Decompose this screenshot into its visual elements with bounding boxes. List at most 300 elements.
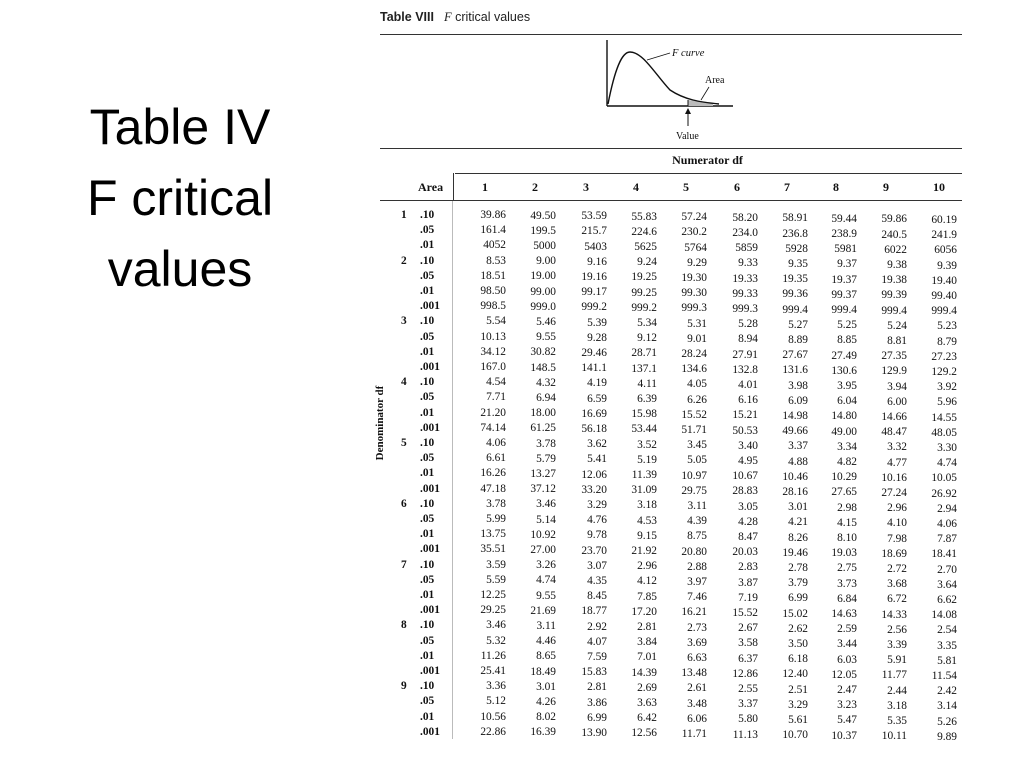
area-cell: .01 bbox=[420, 710, 435, 723]
critical-value-cell: 999.2 bbox=[581, 301, 607, 314]
critical-value-cell: 99.39 bbox=[881, 289, 907, 302]
critical-value-cell: 3.32 bbox=[887, 441, 907, 454]
critical-value-cell: 2.55 bbox=[738, 682, 758, 695]
critical-value-cell: 9.01 bbox=[687, 332, 707, 345]
area-cell: .10 bbox=[420, 437, 435, 449]
critical-value-cell: 999.3 bbox=[681, 302, 707, 315]
critical-value-cell: 12.05 bbox=[831, 668, 857, 681]
critical-value-cell: 5.99 bbox=[486, 513, 506, 525]
critical-value-cell: 27.24 bbox=[881, 487, 907, 499]
critical-value-cell: 6.03 bbox=[837, 653, 857, 666]
critical-value-cell: 37.12 bbox=[530, 483, 556, 496]
critical-value-cell: 9.55 bbox=[536, 331, 556, 344]
critical-value-cell: 19.46 bbox=[782, 546, 808, 559]
critical-value-cell: 31.09 bbox=[631, 484, 657, 497]
critical-value-cell: 15.21 bbox=[732, 409, 758, 422]
critical-value-cell: 11.26 bbox=[480, 649, 506, 662]
critical-value-cell: 3.11 bbox=[687, 500, 707, 512]
critical-value-cell: 19.25 bbox=[631, 271, 657, 284]
critical-value-cell: 13.48 bbox=[681, 667, 707, 680]
critical-value-cell: 4.11 bbox=[637, 377, 657, 390]
critical-value-cell: 19.33 bbox=[732, 272, 758, 285]
critical-value-cell: 49.50 bbox=[530, 209, 556, 222]
critical-value-cell: 161.4 bbox=[480, 224, 506, 237]
critical-value-cell: 3.29 bbox=[587, 498, 607, 511]
column-header-5: 5 bbox=[683, 180, 689, 194]
area-cell: .01 bbox=[420, 406, 435, 419]
critical-value-cell: 28.83 bbox=[732, 485, 758, 498]
area-cell: .10 bbox=[420, 376, 435, 389]
critical-value-cell: 27.35 bbox=[881, 350, 907, 363]
critical-value-cell: 6.04 bbox=[837, 395, 857, 408]
critical-value-cell: 6.61 bbox=[486, 452, 506, 465]
critical-value-cell: 8.10 bbox=[837, 532, 857, 545]
critical-value-cell: 60.19 bbox=[931, 213, 957, 226]
critical-value-cell: 10.16 bbox=[881, 471, 907, 484]
critical-value-cell: 5.12 bbox=[486, 695, 506, 708]
caption-f: F bbox=[443, 10, 452, 24]
critical-value-cell: 2.70 bbox=[937, 563, 957, 576]
critical-value-cell: 3.30 bbox=[937, 441, 957, 454]
critical-value-cell: 27.67 bbox=[782, 349, 808, 362]
critical-value-cell: 4.01 bbox=[738, 378, 758, 391]
critical-value-cell: 3.34 bbox=[837, 440, 857, 453]
critical-value-cell: 2.94 bbox=[937, 502, 957, 515]
critical-value-cell: 5.35 bbox=[887, 715, 907, 727]
critical-value-cell: 5.47 bbox=[837, 714, 857, 727]
column-header-10: 10 bbox=[933, 180, 945, 194]
critical-value-cell: 10.29 bbox=[831, 471, 857, 484]
header-bottom-rule bbox=[380, 200, 962, 201]
critical-value-cell: 3.01 bbox=[536, 680, 556, 693]
critical-value-cell: 5.23 bbox=[937, 320, 957, 333]
critical-value-cell: 4.32 bbox=[536, 376, 556, 389]
critical-value-cell: 6.26 bbox=[687, 393, 707, 406]
critical-value-cell: 9.28 bbox=[587, 331, 607, 344]
critical-value-cell: 15.02 bbox=[782, 607, 808, 620]
critical-value-cell: 9.16 bbox=[587, 255, 607, 268]
critical-value-cell: 12.06 bbox=[581, 468, 607, 481]
denominator-df-cell: 4 bbox=[401, 376, 407, 389]
critical-value-cell: 3.18 bbox=[637, 499, 657, 512]
critical-value-cell: 26.92 bbox=[931, 487, 957, 500]
critical-value-cell: 8.02 bbox=[536, 711, 556, 724]
denominator-df-cell: 7 bbox=[401, 558, 407, 571]
critical-value-cell: 9.24 bbox=[637, 256, 657, 269]
critical-value-cell: 6.72 bbox=[887, 593, 907, 606]
critical-value-cell: 6.63 bbox=[687, 652, 707, 664]
critical-value-cell: 6022 bbox=[884, 243, 907, 256]
critical-value-cell: 6.37 bbox=[738, 652, 758, 665]
denominator-df-cell: 3 bbox=[401, 315, 407, 328]
critical-value-cell: 35.51 bbox=[480, 543, 506, 556]
critical-value-cell: 224.6 bbox=[631, 225, 657, 238]
critical-value-cell: 3.50 bbox=[788, 637, 808, 650]
critical-value-cell: 4.06 bbox=[486, 437, 506, 449]
area-cell: .05 bbox=[420, 391, 435, 404]
critical-value-cell: 56.18 bbox=[581, 422, 607, 435]
critical-value-cell: 30.82 bbox=[530, 346, 556, 359]
critical-value-cell: 3.40 bbox=[738, 439, 758, 452]
critical-value-cell: 4.10 bbox=[887, 517, 907, 530]
critical-value-cell: 236.8 bbox=[782, 227, 808, 240]
critical-value-cell: 148.5 bbox=[530, 361, 556, 374]
critical-value-cell: 2.92 bbox=[587, 620, 607, 633]
critical-value-cell: 99.30 bbox=[681, 287, 707, 300]
critical-value-cell: 2.96 bbox=[637, 560, 657, 573]
critical-value-cell: 49.66 bbox=[782, 425, 808, 438]
critical-value-cell: 23.70 bbox=[581, 544, 607, 557]
critical-value-cell: 5000 bbox=[533, 239, 556, 252]
area-cell: .001 bbox=[420, 665, 440, 677]
critical-value-cell: 3.97 bbox=[687, 576, 707, 588]
critical-value-cell: 7.85 bbox=[637, 590, 657, 603]
critical-value-cell: 5.41 bbox=[587, 453, 607, 466]
critical-value-cell: 14.63 bbox=[831, 608, 857, 621]
critical-value-cell: 16.69 bbox=[581, 407, 607, 420]
critical-value-cell: 4.15 bbox=[837, 516, 857, 529]
area-cell: .10 bbox=[420, 619, 435, 632]
critical-value-cell: 10.97 bbox=[681, 469, 707, 482]
critical-value-cell: 18.49 bbox=[530, 665, 556, 678]
critical-value-cell: 2.56 bbox=[887, 623, 907, 636]
critical-value-cell: 3.69 bbox=[687, 636, 707, 649]
critical-value-cell: 2.98 bbox=[837, 501, 857, 514]
critical-value-cell: 999.4 bbox=[782, 303, 808, 316]
area-cell: .001 bbox=[420, 725, 440, 738]
critical-value-cell: 3.01 bbox=[788, 501, 808, 514]
critical-value-cell: 2.96 bbox=[887, 502, 907, 515]
critical-value-cell: 14.98 bbox=[782, 409, 808, 422]
critical-value-cell: 14.08 bbox=[931, 609, 957, 622]
critical-value-cell: 34.12 bbox=[480, 345, 506, 358]
critical-value-cell: 3.11 bbox=[536, 619, 556, 632]
critical-value-cell: 9.38 bbox=[887, 259, 907, 271]
critical-value-cell: 2.54 bbox=[937, 624, 957, 637]
critical-value-cell: 3.63 bbox=[637, 697, 657, 710]
critical-value-cell: 9.35 bbox=[788, 257, 808, 270]
critical-value-cell: 8.79 bbox=[937, 335, 957, 348]
critical-value-cell: 6.59 bbox=[587, 392, 607, 405]
critical-value-cell: 5.19 bbox=[637, 453, 657, 466]
critical-value-cell: 28.16 bbox=[782, 485, 808, 498]
critical-value-cell: 5.05 bbox=[687, 454, 707, 467]
column-header-7: 7 bbox=[784, 180, 790, 194]
critical-value-cell: 5.27 bbox=[788, 318, 808, 331]
area-cell: .01 bbox=[420, 589, 435, 601]
denominator-df-cell: 8 bbox=[401, 619, 407, 632]
critical-value-cell: 6.09 bbox=[788, 394, 808, 407]
critical-value-cell: 2.67 bbox=[738, 622, 758, 635]
critical-value-cell: 8.75 bbox=[687, 530, 707, 543]
critical-value-cell: 59.44 bbox=[831, 212, 857, 225]
critical-value-cell: 18.41 bbox=[931, 548, 957, 561]
numerator-rule bbox=[455, 173, 962, 174]
f-curve-label: F curve bbox=[672, 48, 705, 59]
critical-value-cell: 4.12 bbox=[637, 575, 657, 588]
critical-value-cell: 999.4 bbox=[881, 304, 907, 317]
critical-value-cell: 129.2 bbox=[931, 365, 957, 378]
critical-value-cell: 4.53 bbox=[637, 514, 657, 527]
critical-value-cell: 5859 bbox=[735, 242, 758, 255]
caption-text: critical values bbox=[451, 10, 531, 24]
critical-value-cell: 51.71 bbox=[681, 424, 707, 436]
critical-value-cell: 3.48 bbox=[687, 697, 707, 710]
critical-value-cell: 13.90 bbox=[581, 726, 607, 739]
critical-value-cell: 2.44 bbox=[887, 684, 907, 697]
critical-value-cell: 8.53 bbox=[486, 254, 506, 267]
critical-value-cell: 199.5 bbox=[530, 224, 556, 237]
critical-value-cell: 5.31 bbox=[687, 317, 707, 330]
critical-value-cell: 167.0 bbox=[480, 361, 506, 373]
critical-value-cell: 129.9 bbox=[881, 365, 907, 378]
critical-value-cell: 7.01 bbox=[637, 651, 657, 664]
critical-value-cell: 215.7 bbox=[581, 225, 607, 238]
critical-value-cell: 19.35 bbox=[782, 273, 808, 286]
critical-value-cell: 3.18 bbox=[887, 699, 907, 712]
area-cell: .001 bbox=[420, 604, 440, 617]
critical-value-cell: 999.2 bbox=[631, 301, 657, 314]
table-left-edge bbox=[452, 201, 453, 739]
critical-value-cell: 10.11 bbox=[881, 730, 907, 743]
critical-value-cell: 2.81 bbox=[587, 681, 607, 694]
critical-value-cell: 999.0 bbox=[530, 300, 556, 313]
critical-value-cell: 3.87 bbox=[738, 576, 758, 589]
critical-value-cell: 3.84 bbox=[637, 636, 657, 649]
critical-value-cell: 8.45 bbox=[587, 590, 607, 603]
figure-rule bbox=[380, 148, 962, 149]
critical-value-cell: 27.23 bbox=[931, 350, 957, 363]
critical-value-cell: 2.81 bbox=[637, 621, 657, 634]
critical-value-cell: 4.74 bbox=[536, 574, 556, 587]
critical-value-cell: 6.39 bbox=[637, 393, 657, 406]
critical-value-cell: 10.05 bbox=[931, 472, 957, 485]
critical-value-cell: 14.66 bbox=[881, 411, 907, 423]
critical-value-cell: 7.98 bbox=[887, 532, 907, 545]
critical-value-cell: 6.18 bbox=[788, 653, 808, 666]
critical-value-cell: 5.26 bbox=[937, 715, 957, 728]
critical-value-cell: 6.42 bbox=[637, 712, 657, 725]
critical-value-cell: 2.47 bbox=[837, 684, 857, 697]
critical-value-cell: 132.8 bbox=[732, 363, 758, 376]
critical-value-cell: 74.14 bbox=[480, 421, 506, 434]
area-cell: .001 bbox=[420, 361, 440, 373]
critical-value-cell: 4.06 bbox=[937, 517, 957, 530]
critical-value-cell: 3.37 bbox=[738, 698, 758, 711]
column-header-6: 6 bbox=[734, 180, 740, 194]
critical-value-cell: 53.59 bbox=[581, 210, 607, 223]
critical-value-cell: 5.39 bbox=[587, 316, 607, 329]
area-cell: .001 bbox=[420, 482, 440, 495]
critical-value-cell: 4.74 bbox=[937, 457, 957, 470]
critical-value-cell: 7.46 bbox=[687, 591, 707, 604]
critical-value-cell: 4.76 bbox=[587, 514, 607, 527]
critical-value-cell: 6056 bbox=[934, 244, 957, 257]
critical-value-cell: 21.92 bbox=[631, 545, 657, 558]
critical-value-cell: 999.4 bbox=[831, 304, 857, 317]
critical-value-cell: 5.59 bbox=[486, 573, 506, 586]
critical-value-cell: 240.5 bbox=[881, 228, 907, 241]
critical-value-cell: 5981 bbox=[834, 243, 857, 256]
critical-value-cell: 134.6 bbox=[681, 363, 707, 376]
area-cell: .01 bbox=[420, 345, 435, 358]
critical-value-cell: 4.21 bbox=[788, 516, 808, 529]
critical-value-cell: 47.18 bbox=[480, 482, 506, 495]
slide-title bbox=[30, 92, 330, 305]
critical-value-cell: 2.75 bbox=[837, 562, 857, 575]
area-cell: .10 bbox=[420, 254, 435, 267]
critical-value-cell: 4.95 bbox=[738, 454, 758, 467]
critical-value-cell: 99.37 bbox=[831, 288, 857, 301]
critical-value-cell: 3.98 bbox=[788, 379, 808, 392]
critical-value-cell: 12.86 bbox=[732, 667, 758, 680]
critical-value-cell: 8.94 bbox=[738, 333, 758, 346]
area-label: Area bbox=[705, 75, 725, 86]
critical-value-cell: 7.19 bbox=[738, 591, 758, 604]
critical-value-cell: 3.07 bbox=[587, 559, 607, 572]
critical-value-cell: 5.80 bbox=[738, 713, 758, 726]
column-header-2: 2 bbox=[532, 180, 538, 194]
critical-value-cell: 4.54 bbox=[486, 376, 506, 389]
area-cell: .01 bbox=[420, 467, 435, 480]
critical-value-cell: 2.69 bbox=[637, 681, 657, 694]
critical-value-cell: 7.59 bbox=[587, 650, 607, 663]
slide-title-line-2: F critical bbox=[86, 170, 274, 226]
area-cell: .001 bbox=[420, 543, 440, 556]
critical-value-cell: 5403 bbox=[584, 240, 607, 253]
critical-value-cell: 50.53 bbox=[732, 424, 758, 437]
critical-value-cell: 19.16 bbox=[581, 270, 607, 283]
critical-value-cell: 4.26 bbox=[536, 695, 556, 708]
critical-value-cell: 14.33 bbox=[881, 608, 907, 621]
critical-value-cell: 16.26 bbox=[480, 467, 506, 480]
critical-value-cell: 2.51 bbox=[788, 683, 808, 696]
critical-value-cell: 14.39 bbox=[631, 666, 657, 679]
critical-value-cell: 57.24 bbox=[681, 211, 707, 224]
critical-value-cell: 19.00 bbox=[530, 270, 556, 283]
denominator-df-cell: 2 bbox=[401, 254, 407, 267]
critical-value-cell: 8.81 bbox=[887, 335, 907, 347]
critical-value-cell: 238.9 bbox=[831, 228, 857, 241]
critical-value-cell: 4052 bbox=[483, 239, 506, 252]
numerator-df-label: Numerator df bbox=[672, 153, 743, 167]
critical-value-cell: 6.06 bbox=[687, 712, 707, 725]
critical-value-cell: 241.9 bbox=[931, 229, 957, 242]
critical-value-cell: 19.30 bbox=[681, 272, 707, 284]
critical-value-cell: 3.46 bbox=[486, 619, 506, 632]
critical-value-cell: 4.07 bbox=[587, 635, 607, 648]
critical-value-cell: 58.91 bbox=[782, 212, 808, 225]
critical-value-cell: 98.50 bbox=[480, 285, 506, 297]
critical-value-cell: 12.25 bbox=[480, 589, 506, 601]
critical-value-cell: 48.47 bbox=[881, 426, 907, 439]
critical-value-cell: 99.25 bbox=[631, 286, 657, 299]
critical-value-cell: 3.05 bbox=[738, 500, 758, 513]
value-label: Value bbox=[676, 131, 699, 142]
critical-value-cell: 99.17 bbox=[581, 286, 607, 299]
area-cell: .05 bbox=[420, 513, 435, 525]
area-cell: .01 bbox=[420, 649, 435, 662]
denominator-df-cell: 5 bbox=[401, 437, 407, 449]
critical-value-cell: 3.78 bbox=[536, 437, 556, 450]
area-cell: .05 bbox=[420, 269, 435, 282]
critical-value-cell: 2.61 bbox=[687, 682, 707, 695]
f-curve-figure bbox=[595, 38, 745, 146]
critical-value-cell: 99.00 bbox=[530, 285, 556, 298]
critical-value-cell: 59.86 bbox=[881, 213, 907, 226]
critical-value-cell: 28.71 bbox=[631, 347, 657, 360]
critical-value-cell: 9.89 bbox=[937, 730, 957, 743]
critical-value-cell: 3.95 bbox=[837, 380, 857, 393]
critical-value-cell: 999.3 bbox=[732, 302, 758, 315]
area-column-header: Area bbox=[418, 180, 444, 194]
header-divider bbox=[453, 173, 454, 201]
critical-value-cell: 20.03 bbox=[732, 546, 758, 559]
area-cell: .05 bbox=[420, 330, 435, 343]
critical-value-cell: 6.16 bbox=[738, 394, 758, 407]
critical-value-cell: 5.91 bbox=[887, 654, 907, 667]
critical-value-cell: 29.46 bbox=[581, 346, 607, 359]
critical-value-cell: 13.75 bbox=[480, 528, 506, 541]
critical-value-cell: 8.26 bbox=[788, 531, 808, 544]
critical-value-cell: 6.94 bbox=[536, 391, 556, 404]
critical-value-cell: 5.46 bbox=[536, 315, 556, 328]
critical-value-cell: 999.4 bbox=[931, 305, 957, 318]
area-cell: .05 bbox=[420, 452, 435, 465]
critical-value-cell: 2.78 bbox=[788, 561, 808, 574]
critical-value-cell: 3.29 bbox=[788, 698, 808, 711]
slide-title-line-3: values bbox=[107, 241, 253, 297]
critical-value-cell: 3.26 bbox=[536, 559, 556, 572]
critical-value-cell: 4.77 bbox=[887, 456, 907, 469]
critical-value-cell: 10.92 bbox=[530, 528, 556, 541]
area-cell: .01 bbox=[420, 285, 435, 297]
critical-value-cell: 18.77 bbox=[581, 605, 607, 618]
critical-value-cell: 58.20 bbox=[732, 211, 758, 224]
column-header-1: 1 bbox=[482, 180, 488, 194]
critical-value-cell: 18.51 bbox=[480, 269, 506, 282]
critical-value-cell: 19.03 bbox=[831, 547, 857, 560]
slide-title-line-1: Table IV bbox=[89, 99, 271, 155]
critical-value-cell: 6.84 bbox=[837, 592, 857, 605]
critical-value-cell: 11.39 bbox=[631, 469, 657, 482]
critical-value-cell: 3.52 bbox=[637, 438, 657, 451]
critical-value-cell: 22.86 bbox=[480, 725, 506, 738]
critical-value-cell: 3.68 bbox=[887, 578, 907, 591]
critical-value-cell: 5.32 bbox=[486, 634, 506, 647]
critical-value-cell: 3.14 bbox=[937, 700, 957, 713]
critical-value-cell: 48.05 bbox=[931, 426, 957, 439]
critical-value-cell: 11.77 bbox=[881, 669, 907, 682]
critical-value-cell: 3.73 bbox=[837, 577, 857, 590]
critical-value-cell: 19.37 bbox=[831, 273, 857, 286]
critical-value-cell: 230.2 bbox=[681, 226, 707, 239]
critical-value-cell: 27.00 bbox=[530, 543, 556, 556]
critical-value-cell: 141.1 bbox=[581, 362, 607, 375]
critical-value-cell: 16.21 bbox=[681, 606, 707, 619]
critical-value-cell: 9.55 bbox=[536, 589, 556, 602]
critical-value-cell: 5.25 bbox=[837, 319, 857, 332]
critical-value-cell: 5.24 bbox=[887, 319, 907, 332]
critical-value-cell: 6.00 bbox=[887, 395, 907, 408]
critical-value-cell: 5.61 bbox=[788, 713, 808, 726]
critical-value-cell: 3.79 bbox=[788, 577, 808, 590]
critical-value-cell: 10.46 bbox=[782, 470, 808, 483]
critical-value-cell: 234.0 bbox=[732, 226, 758, 239]
critical-value-cell: 3.45 bbox=[687, 439, 707, 452]
critical-value-cell: 10.56 bbox=[480, 710, 506, 723]
critical-value-cell: 14.55 bbox=[931, 411, 957, 424]
